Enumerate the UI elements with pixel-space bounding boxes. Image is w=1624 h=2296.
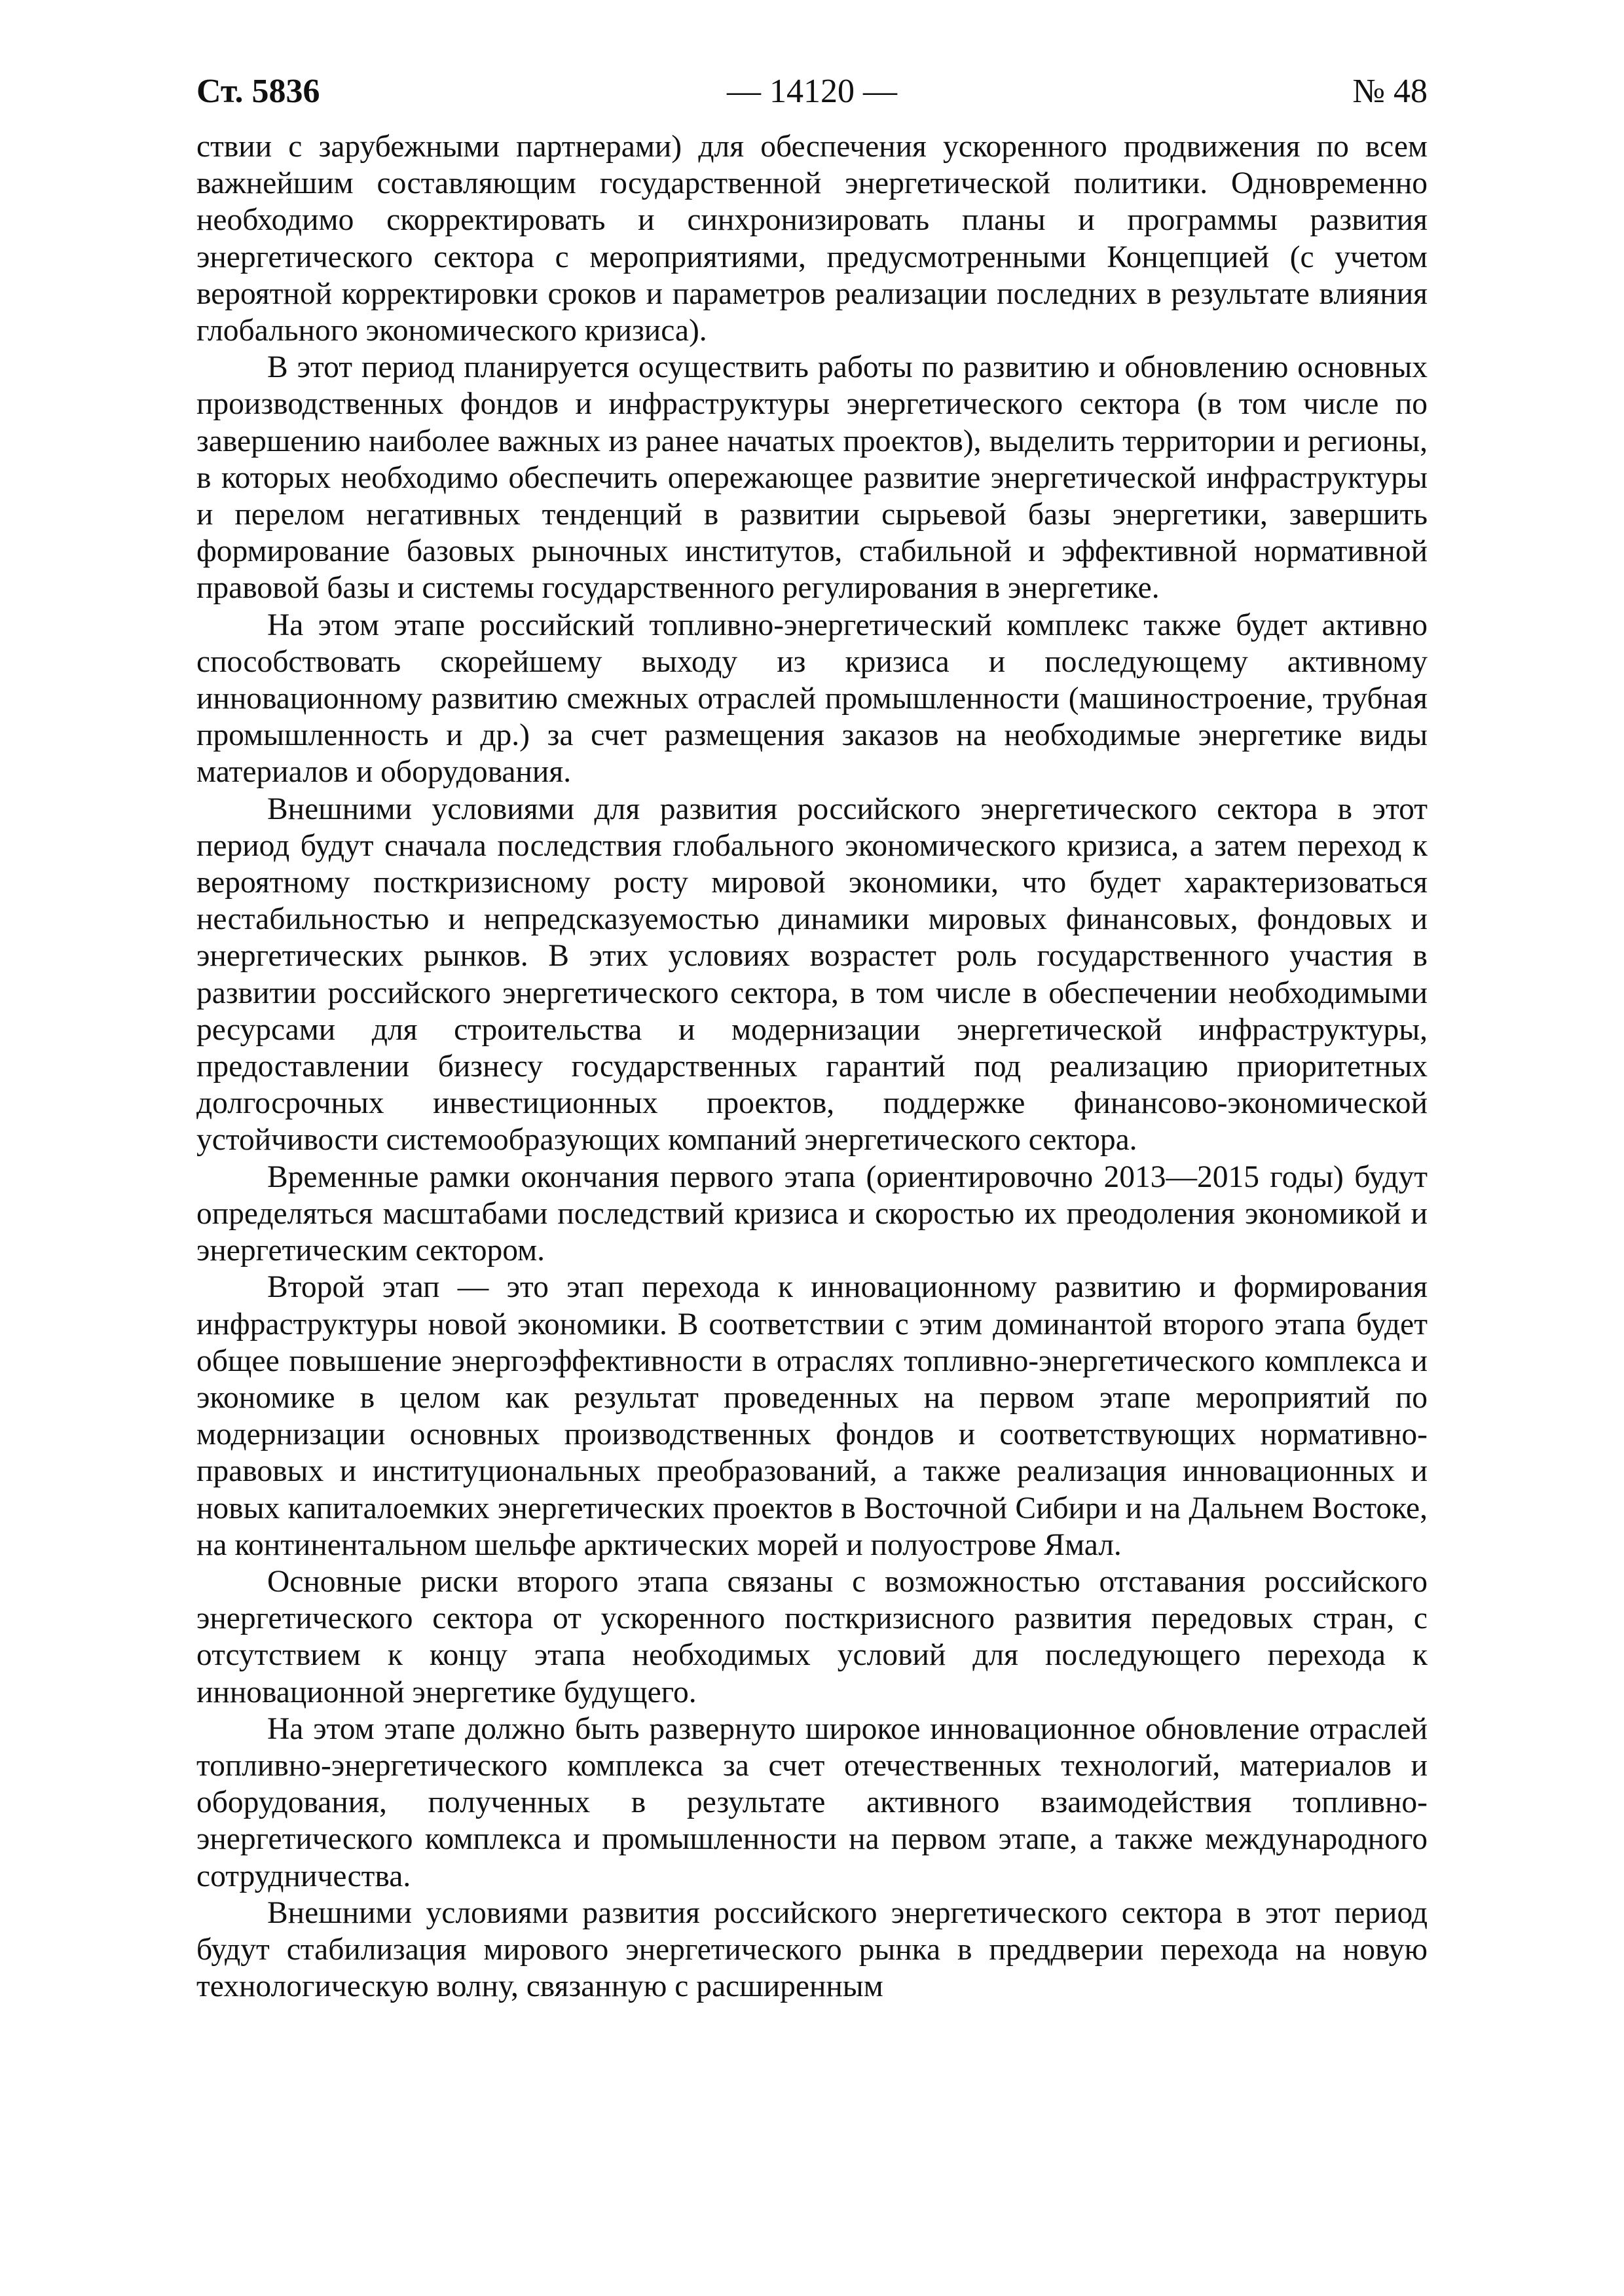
paragraph: В этот период планируется осуществить работы по развитию и обновлению основных производственных фондов и инфраструктуры энергетического сектора (в том числе по завершению наиболее важных из ранее начатых проектов), выделить территории и регионы, в которых необходимо обеспечить опережающее развитие энергетической инфраструктуры и перелом негативных тенденций в развитии сырьевой базы энергетики, завершить формирование базовых рыночных институтов, стабильной и эффективной нормативной правовой базы и системы государственного регулирования в энергетике. xyxy=(196,350,1428,606)
paragraph: Второй этап — это этап перехода к инновационному развитию и формирования инфраструктуры новой экономики. В соответствии с этим доминантой второго этапа будет общее повышение энергоэффективности в отраслях топливно-энергетического комплекса и экономике в целом как результат проведенных на первом этапе мероприятий по модернизации основных производственных фондов и соответствующих нормативно-правовых и институциональных преобразований, а также реализация инновационных и новых капиталоемких энергетических проектов в Восточной Сибири и на Дальнем Востоке, на континентальном шельфе арктических морей и полуострове Ямал. xyxy=(196,1270,1428,1562)
page-header xyxy=(196,72,1428,124)
paragraph-continued: ствии с зарубежными партнерами) для обеспечения ускоренного продвижения по всем важнейшим составляющим государственной энергетической политики. Одновременно необходимо скорректировать и синхронизировать планы и программы развития энергетического сектора с мероприятиями, предусмотренными Концепцией (с учетом вероятной корректировки сроков и параметров реализации последних в результате влияния глобального экономического кризиса). xyxy=(196,130,1428,348)
issue-number: № 48 xyxy=(1352,73,1428,110)
document-page xyxy=(196,72,1428,2005)
paragraph: На этом этапе должно быть развернуто широкое инновационное обновление отраслей топливно-энергетического комплекса за счет отечественных технологий, материалов и оборудования, полученных в результате активного взаимодействия топливно-энергетического комплекса и промышленности на первом этапе, а также международного сотрудничества. xyxy=(196,1711,1428,1893)
paragraph: На этом этапе российский топливно-энергетический комплекс также будет активно способствовать скорейшему выходу из кризиса и последующему активному инновационному развитию смежных отраслей промышленности (машиностроение, трубная промышленность и др.) за счет размещения заказов на необходимые энергетике виды материалов и оборудования. xyxy=(196,608,1428,790)
paragraph: Внешними условиями для развития российского энергетического сектора в этот период будут сначала последствия глобального экономического кризиса, а затем переход к вероятному посткризисному росту мировой экономики, что будет характеризоваться нестабильностью и непредсказуемостью динамики мировых финансовых, фондовых и энергетических рынков. В этих условиях возрастет роль государственного участия в развитии российского энергетического сектора, в том числе в обеспечении необходимыми ресурсами для строительства и модернизации энергетической инфраструктуры, предоставлении бизнесу государственных гарантий под реализацию приоритетных долгосрочных инвестиционных проектов, поддержке финансово-экономической устойчивости системообразующих компаний энергетического сектора. xyxy=(196,792,1428,1157)
article-number: Ст. 5836 xyxy=(196,73,320,110)
paragraph: Временные рамки окончания первого этапа (ориентировочно 2013—2015 годы) будут определяться масштабами последствий кризиса и скоростью их преодоления экономикой и энергетическим сектором. xyxy=(196,1159,1428,1268)
document-body xyxy=(196,128,1428,2005)
page-number: — 14120 — xyxy=(727,73,897,110)
paragraph: Внешними условиями развития российского энергетического сектора в этот период будут стабилизация мирового энергетического рынка в преддверии перехода на новую технологическую волну, связанную с расширенным xyxy=(196,1895,1428,2004)
paragraph: Основные риски второго этапа связаны с возможностью отставания российского энергетического сектора от ускоренного посткризисного развития передовых стран, с отсутствием к концу этапа необходимых условий для последующего перехода к инновационной энергетике будущего. xyxy=(196,1564,1428,1709)
